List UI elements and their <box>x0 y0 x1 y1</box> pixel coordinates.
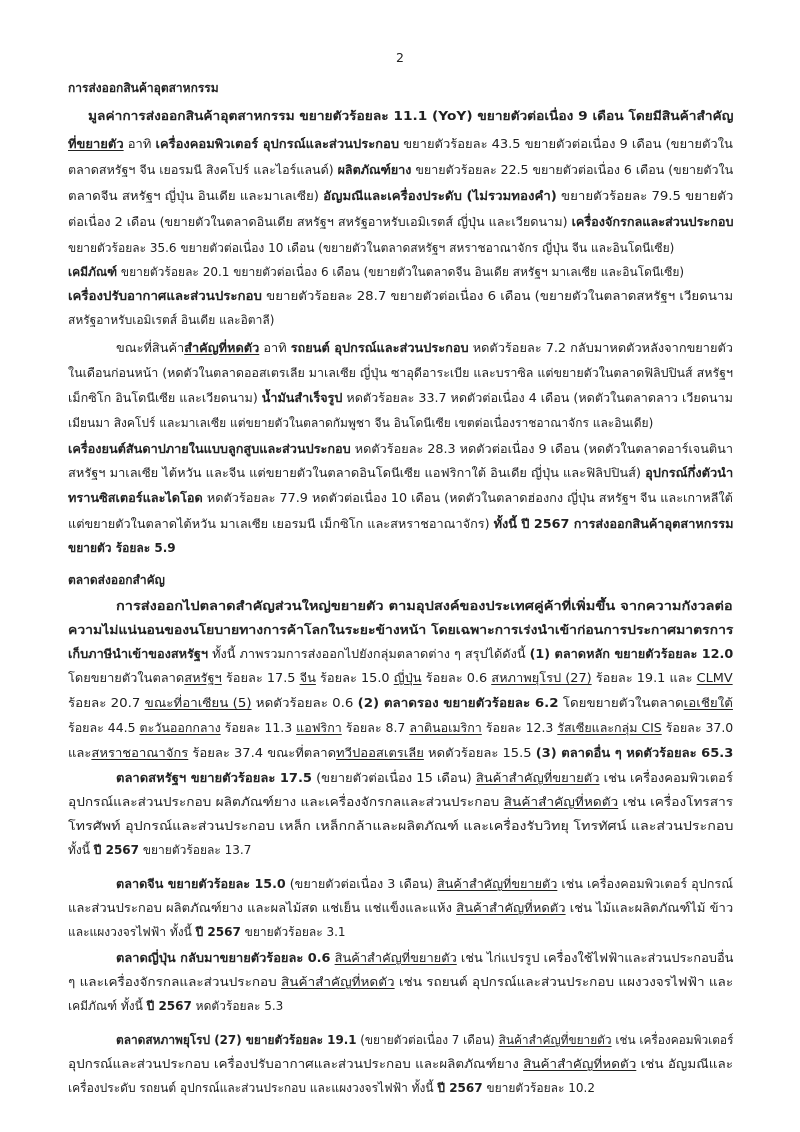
text-line <box>68 490 733 506</box>
text-run: เครื่องประดับ รถยนต์ อุปกรณ์และส่วนประกอบ และแผงวงจรไฟฟ้า ทั้งนี้ <box>68 1081 438 1095</box>
text-run: ทั้งนี้ <box>68 843 94 857</box>
text-line <box>68 572 165 588</box>
text-run: โทรศัพท์ อุปกรณ์และส่วนประกอบ เหล็ก เหล็กกล้าและผลิตภัณฑ์ และเครื่องรับวิทยุ โทรทัศน์ และส่วนประกอบ <box>68 819 734 833</box>
text-run: โดยขยายตัวในตลาด <box>68 671 185 685</box>
underlined-term: ญี่ปุ่น <box>393 671 422 685</box>
underlined-term: สินค้าสำคัญที่หดตัว <box>503 795 619 809</box>
text-run: ตลาดสหรัฐฯ จีน เยอรมนี สิงคโปร์ และไอร์แลนด์) <box>68 163 338 177</box>
bold-text: ทั้งนี้ ปี 2567 การส่งออกสินค้าอุตสาหกรรม <box>493 517 734 531</box>
text-run: ขยายตัวร้อยละ 10.2 <box>482 1081 595 1095</box>
text-run: ร้อยละ 11.3 <box>220 721 297 735</box>
text-run: เช่น ไก่แปรรูป เครื่องใช้ไฟฟ้าและส่วนประกอบอื่น <box>456 951 734 965</box>
text-line <box>116 340 733 356</box>
underlined-term: สินค้าสำคัญที่ขยายตัว <box>498 1033 612 1047</box>
text-run: เช่น เครื่องคอมพิวเตอร์ อุปกรณ์ <box>557 877 733 891</box>
text-run: หดตัวร้อยละ 77.9 หดตัวต่อเนื่อง 10 เดือน (หดตัวในตลาดฮ่องกง ญี่ปุ่น สหรัฐฯ จีน และเกาหลีใต้ <box>202 491 733 505</box>
underlined-term: เอเชียใต้ <box>683 696 733 710</box>
text-line <box>116 598 733 614</box>
page-number: 2 <box>396 50 404 65</box>
text-line <box>68 264 684 280</box>
bold-text: ตลาดจีน ขยายตัวร้อยละ 15.0 <box>116 877 286 891</box>
text-line <box>68 415 653 431</box>
text-line <box>116 770 733 786</box>
text-run: สหรัฐฯ มาเลเซีย ไต้หวัน และจีน แต่ขยายตัวในตลาดอินโดนีเซีย แอฟริกาใต้ อินเดีย ญี่ปุ่น และฟิลิปปินส์) <box>68 466 646 480</box>
text-line <box>68 365 733 381</box>
text-line <box>68 312 274 328</box>
bold-text: มูลค่าการส่งออกสินค้าอุตสาหกรรม ขยายตัวร้อยละ 11.1 (YoY) ขยายตัวต่อเนื่อง 9 เดือน โดยมีสินค้าสำคัญ <box>88 109 734 123</box>
text-run: ร้อยละ 12.3 <box>481 721 558 735</box>
underlined-term: สินค้าสำคัญที่หดตัว <box>523 1057 637 1071</box>
bold-text: ตลาดส่งออกสำคัญ <box>68 573 165 587</box>
text-run: ขยายตัวร้อยละ 43.5 ขยายตัวต่อเนื่อง 9 เดือน (ขยายตัวใน <box>399 137 733 151</box>
bold-text: เก็บภาษีนำเข้าของสหรัฐฯ <box>68 647 209 661</box>
text-run: ๆ และเครื่องจักรกลและส่วนประกอบ <box>68 975 282 989</box>
bold-text: ปี 2567 <box>93 843 139 857</box>
text-run: อาทิ <box>123 137 156 151</box>
text-line <box>116 1032 733 1048</box>
text-run: ร้อยละ 37.4 ขณะที่ตลาด <box>188 746 337 760</box>
text-line <box>68 998 283 1014</box>
text-run: หดตัวร้อยละ 15.5 <box>423 746 536 760</box>
bold-text: (2) ตลาดรอง ขยายตัวร้อยละ 6.2 <box>357 696 559 710</box>
text-run: เช่น ไม้และผลิตภัณฑ์ไม้ ข้าว <box>565 901 734 915</box>
bold-text: เครื่องยนต์สันดาปภายในแบบลูกสูบและส่วนประกอบ <box>68 442 351 456</box>
text-line <box>68 695 733 711</box>
text-run: และ <box>68 746 92 760</box>
text-run: ขยายตัวร้อยละ 3.1 <box>240 925 346 939</box>
bold-text: (1) ตลาดหลัก ขยายตัวร้อยละ 12.0 <box>529 647 734 661</box>
text-run: หดตัวร้อยละ 7.2 กลับมาหดตัวหลังจากขยายตัว <box>468 341 733 355</box>
text-line <box>68 622 733 638</box>
text-run: ร้อยละ 0.6 <box>421 671 492 685</box>
text-run: หดตัวร้อยละ 5.3 <box>191 999 284 1013</box>
bold-text: ตลาดญี่ปุ่น กลับมาขยายตัวร้อยละ 0.6 <box>116 951 331 965</box>
underlined-term: สินค้าสำคัญที่ขยายตัว <box>475 771 600 785</box>
bold-text: เครื่องปรับอากาศและส่วนประกอบ <box>68 289 262 303</box>
bold-text: สำคัญที่หดตัว <box>184 341 260 355</box>
text-run: อาทิ <box>259 341 291 355</box>
text-run: สหรัฐอาหรับเอมิเรตส์ อินเดีย และอิตาลี) <box>68 313 275 327</box>
text-run: ขยายตัวร้อยละ 35.6 ขยายตัวต่อเนื่อง 10 เดือน (ขยายตัวในตลาดสหรัฐฯ สหราชอาณาจักร ญี่ปุ่น จีน และอินโดนีเซีย) <box>68 241 675 255</box>
bold-text: ตลาดสหรัฐฯ ขยายตัวร้อยละ 17.5 <box>116 771 312 785</box>
text-run: หดตัวร้อยละ 28.3 หดตัวต่อเนื่อง 9 เดือน (หดตัวในตลาดอาร์เจนตินา <box>350 442 733 456</box>
underlined-term: ขณะที่อาเซียน (5) <box>144 696 252 710</box>
bold-text: ขยายตัว ร้อยละ 5.9 <box>68 541 176 555</box>
underlined-term: ตะวันออกกลาง <box>139 721 221 735</box>
text-run: โดยขยายตัวในตลาด <box>558 696 684 710</box>
underlined-term: สหรัฐฯ <box>184 671 222 685</box>
text-run: ขยายตัวร้อยละ 20.1 ขยายตัวต่อเนื่อง 6 เดือน (ขยายตัวในตลาดจีน อินเดีย สหรัฐฯ มาเลเซีย และอินโดนีเซีย) <box>117 265 685 279</box>
underlined-term: รัสเซียและกลุ่ม CIS <box>557 721 662 735</box>
text-run: ร้อยละ 19.1 และ <box>591 671 697 685</box>
bold-text: ผลิตภัณฑ์ยาง <box>337 163 412 177</box>
text-run: เช่น เครื่องโทรสาร <box>618 795 734 809</box>
text-line <box>68 974 733 990</box>
text-run: แต่ขยายตัวในตลาดไต้หวัน มาเลเซีย เยอรมนี เม็กซิโก และสหราชอาณาจักร) <box>68 517 494 531</box>
text-run: เม็กซิโก อินโดนีเซีย และเวียดนาม) <box>68 391 262 405</box>
underlined-term: ทวีปออสเตรเลีย <box>336 746 424 760</box>
bold-text: (3) ตลาดอื่น ๆ หดตัวร้อยละ 65.3 <box>535 746 734 760</box>
bold-text: อัญมณีและเครื่องประดับ (ไม่รวมทองคำ) <box>323 189 557 203</box>
text-run: และส่วนประกอบ ผลิตภัณฑ์ยาง และผลไม้สด แช่เย็น แช่แข็งและแห้ง <box>68 901 457 915</box>
text-line <box>68 80 219 96</box>
text-line <box>116 950 733 966</box>
underlined-term: ลาตินอเมริกา <box>409 721 482 735</box>
text-line <box>68 924 346 940</box>
text-run: เช่น อัญมณีและ <box>636 1057 733 1071</box>
underlined-term: สินค้าสำคัญที่หดตัว <box>281 975 395 989</box>
text-run: เช่น รถยนต์ อุปกรณ์และส่วนประกอบ แผงวงจรไฟฟ้า และ <box>394 975 734 989</box>
text-line <box>88 108 733 124</box>
bold-text: ตลาดสหภาพยุโรป (27) ขยายตัวร้อยละ 19.1 <box>116 1033 357 1047</box>
text-run: อุปกรณ์และส่วนประกอบ ผลิตภัณฑ์ยาง และเครื่องจักรกลและส่วนประกอบ <box>68 795 504 809</box>
text-run: ต่อเนื่อง 2 เดือน (ขยายตัวในตลาดอินเดีย สหรัฐฯ สหรัฐอาหรับเอมิเรตส์ ญี่ปุ่น และเวียดนาม) <box>68 215 572 229</box>
bold-text: ปี 2567 <box>437 1081 483 1095</box>
text-line <box>68 136 733 152</box>
text-run: (ขยายตัวต่อเนื่อง 3 เดือน) <box>285 877 438 891</box>
underlined-term: CLMV <box>696 671 733 685</box>
bold-text: ความไม่แน่นอนของนโยบายทางการค้าโลกในระยะข้างหน้า โดยเฉพาะการเร่งนำเข้าก่อนการประกาศมาตรการ <box>68 623 734 637</box>
text-line <box>116 876 733 892</box>
underlined-term: สินค้าสำคัญที่หดตัว <box>456 901 566 915</box>
bold-text: อุปกรณ์กึ่งตัวนำ <box>645 466 734 480</box>
text-line <box>68 794 733 810</box>
text-run: (ขยายตัวต่อเนื่อง 15 เดือน) <box>311 771 476 785</box>
text-run: ขยายตัวร้อยละ 28.7 ขยายตัวต่อเนื่อง 6 เดือน (ขยายตัวในตลาดสหรัฐฯ เวียดนาม <box>261 289 734 303</box>
bold-text: ที่ขยายตัว <box>68 137 124 151</box>
text-line <box>68 162 733 178</box>
text-run: ร้อยละ 44.5 <box>68 721 140 735</box>
text-line <box>68 540 176 556</box>
bold-text: รถยนต์ อุปกรณ์และส่วนประกอบ <box>290 341 469 355</box>
text-line <box>68 441 733 457</box>
text-run: ขณะที่สินค้า <box>116 341 185 355</box>
text-line <box>68 1080 595 1096</box>
text-run: อุปกรณ์และส่วนประกอบ เครื่องปรับอากาศและส่วนประกอบ และผลิตภัณฑ์ยาง <box>68 1057 524 1071</box>
bold-text: น้ำมันสำเร็จรูป <box>261 391 343 405</box>
text-line <box>68 188 733 204</box>
bold-text: เคมีภัณฑ์ <box>68 265 118 279</box>
text-line <box>68 900 733 916</box>
bold-text: การส่งออกไปตลาดสำคัญส่วนใหญ่ขยายตัว ตามอุปสงค์ของประเทศคู่ค้าที่เพิ่มขึ้น จากความกังวลต่อ <box>116 599 733 613</box>
text-line <box>68 214 734 230</box>
text-line <box>68 1056 733 1072</box>
text-line <box>68 670 733 686</box>
text-run: ในเดือนก่อนหน้า (หดตัวในตลาดออสเตรเลีย มาเลเซีย ญี่ปุ่น ซาอุดีอาระเบีย และบราซิล แต่ขยายตัวในตลาดฟิลิปปินส์ สหรัฐฯ <box>68 366 734 380</box>
bold-text: ปี 2567 <box>146 999 192 1013</box>
text-run: เช่น เครื่องคอมพิวเตอร์ <box>599 771 733 785</box>
text-run: ร้อยละ 15.0 <box>315 671 394 685</box>
text-run: ขยายตัวร้อยละ 13.7 <box>139 843 252 857</box>
text-run: และแผงวงจรไฟฟ้า ทั้งนี้ <box>68 925 196 939</box>
text-line <box>68 842 251 858</box>
text-run: ร้อยละ 17.5 <box>221 671 300 685</box>
text-line <box>68 720 733 736</box>
text-line <box>68 465 733 481</box>
underlined-term: สินค้าสำคัญที่ขยายตัว <box>334 951 457 965</box>
bold-text: ปี 2567 <box>195 925 241 939</box>
text-run: ร้อยละ 8.7 <box>341 721 410 735</box>
text-run: ขยายตัวร้อยละ 22.5 ขยายตัวต่อเนื่อง 6 เดือน (ขยายตัวใน <box>411 163 734 177</box>
text-run: เช่น เครื่องคอมพิวเตอร์ <box>611 1033 734 1047</box>
bold-text: เครื่องจักรกลและส่วนประกอบ <box>571 215 734 229</box>
underlined-term: จีน <box>299 671 316 685</box>
text-run: ทั้งนี้ ภาพรวมการส่งออกไปยังกลุ่มตลาดต่าง ๆ สรุปได้ดังนี้ <box>208 647 530 661</box>
text-line <box>68 646 733 662</box>
text-run: ร้อยละ 37.0 <box>661 721 734 735</box>
text-line <box>68 818 733 834</box>
text-run: เคมีภัณฑ์ ทั้งนี้ <box>68 999 147 1013</box>
text-line <box>68 516 734 532</box>
text-run: หดตัวร้อยละ 33.7 หดตัวต่อเนื่อง 4 เดือน (หดตัวในตลาดลาว เวียดนาม <box>342 391 733 405</box>
underlined-term: แอฟริกา <box>296 721 342 735</box>
text-line <box>68 390 733 406</box>
text-run: ขยายตัวร้อยละ 79.5 ขยายตัว <box>556 189 734 203</box>
text-line <box>68 288 733 304</box>
underlined-term: สหภาพยุโรป (27) <box>491 671 592 685</box>
text-line <box>68 240 674 256</box>
text-run: หดตัวร้อยละ 0.6 <box>251 696 358 710</box>
text-run: ร้อยละ 20.7 <box>68 696 145 710</box>
text-line <box>68 745 733 761</box>
bold-text: ทรานซิสเตอร์และไดโอด <box>68 491 203 505</box>
text-run: เมียนมา สิงคโปร์ และมาเลเซีย แต่ขยายตัวในตลาดกัมพูชา จีน อินโดนีเซีย เขตต่อเนื่องราชอาณาจักร และอินเดีย) <box>68 416 654 430</box>
underlined-term: สหราชอาณาจักร <box>91 746 189 760</box>
text-run: ตลาดจีน สหรัฐฯ ญี่ปุ่น อินเดีย และมาเลเซีย) <box>68 189 324 203</box>
text-run: (ขยายตัวต่อเนื่อง 7 เดือน) <box>356 1033 499 1047</box>
bold-text: เครื่องคอมพิวเตอร์ อุปกรณ์และส่วนประกอบ <box>155 137 400 151</box>
underlined-term: สินค้าสำคัญที่ขยายตัว <box>437 877 558 891</box>
bold-text: การส่งออกสินค้าอุตสาหกรรม <box>68 81 219 95</box>
